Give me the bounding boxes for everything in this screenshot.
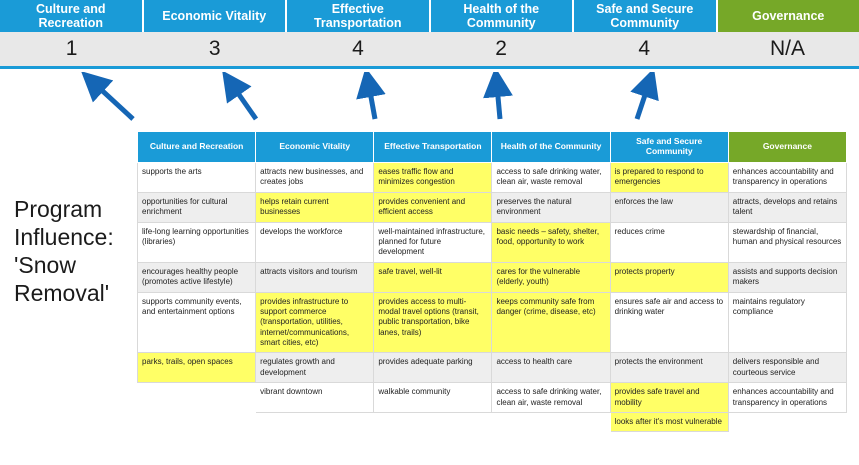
matrix-cell: vibrant downtown [256, 383, 374, 413]
arrow-icon [497, 86, 500, 119]
matrix-cell: attracts new businesses, and creates jobs [256, 163, 374, 193]
matrix-cell: provides convenient and efficient access [374, 192, 492, 222]
matrix-cell: preserves the natural environment [492, 192, 610, 222]
summary-band [0, 0, 859, 69]
matrix-cell: reduces crime [610, 222, 728, 262]
matrix-cell: looks after it's most vulnerable [610, 413, 728, 432]
matrix-cell [492, 413, 610, 432]
matrix-cell: access to health care [492, 353, 610, 383]
matrix-header-governance: Governance [728, 132, 846, 163]
summary-header-culture-and-recreation [0, 0, 144, 32]
matrix-cell: is prepared to respond to emergencies [610, 163, 728, 193]
matrix-cell: access to safe drinking water, clean air, waste removal [492, 383, 610, 413]
matrix-cell [374, 413, 492, 432]
matrix-cell: eases traffic flow and minimizes congestion [374, 163, 492, 193]
matrix-cell: keeps community safe from danger (crime, disease, etc) [492, 292, 610, 353]
score-safe-and-secure-community: 4 [638, 37, 651, 60]
matrix-cell [728, 413, 846, 432]
summary-header-health-of-the-community [431, 0, 575, 32]
summary-header-label: Economic Vitality [162, 8, 267, 23]
score-culture-and-recreation: 1 [65, 37, 78, 60]
matrix-cell: stewardship of financial, human and physical resources [728, 222, 846, 262]
score-health-of-the-community: 2 [495, 37, 507, 60]
arrow-icon [95, 84, 133, 119]
matrix-cell: provides access to multi-modal travel options (transit, public transportation, bike lanes, trails) [374, 292, 492, 353]
matrix-cell: protects the environment [610, 353, 728, 383]
matrix-header-culture-and-recreation: Culture and Recreation [138, 132, 256, 163]
summary-header-label: Health of the Community [463, 1, 540, 30]
matrix-cell: delivers responsible and courteous service [728, 353, 846, 383]
table-row [138, 163, 847, 193]
matrix-cell: ensures safe air and access to drinking water [610, 292, 728, 353]
matrix-cell: enhances accountability and transparency in operations [728, 383, 846, 413]
summary-band-underline [0, 66, 859, 69]
arrow-icon [637, 86, 648, 119]
arrow-group [0, 72, 859, 132]
table-row [138, 192, 847, 222]
matrix-cell: helps retain current businesses [256, 192, 374, 222]
matrix-cell: well-maintained infrastructure, planned for future development [374, 222, 492, 262]
matrix-cell: protects property [610, 262, 728, 292]
table-row [138, 353, 847, 383]
matrix-cell: maintains regulatory compliance [728, 292, 846, 353]
summary-header-safe-and-secure-community [574, 0, 718, 32]
matrix-header-effective-transportation: Effective Transportation [374, 132, 492, 163]
summary-header-label: Culture and Recreation [36, 1, 106, 30]
matrix-cell: walkable community [374, 383, 492, 413]
page-title: Program Influence: 'Snow Removal' [14, 196, 114, 307]
matrix-header-safe-and-secure-community: Safe and Secure Community [610, 132, 728, 163]
matrix-cell: attracts, develops and retains talent [728, 192, 846, 222]
influence-matrix [137, 131, 847, 432]
matrix-cell: provides safe travel and mobility [610, 383, 728, 413]
matrix-cell: safe travel, well-lit [374, 262, 492, 292]
matrix-header-economic-vitality: Economic Vitality [256, 132, 374, 163]
matrix-cell: regulates growth and development [256, 353, 374, 383]
summary-score-row [0, 32, 859, 66]
matrix-cell: basic needs – safety, shelter, food, opportunity to work [492, 222, 610, 262]
summary-header-effective-transportation [287, 0, 431, 32]
matrix-cell [138, 413, 256, 432]
matrix-body [138, 163, 847, 432]
table-row [138, 383, 847, 413]
arrow-icon [233, 86, 256, 119]
matrix-cell: develops the workforce [256, 222, 374, 262]
table-row [138, 413, 847, 432]
score-governance: N/A [769, 37, 805, 60]
table-row [138, 222, 847, 262]
summary-header-economic-vitality [144, 0, 288, 32]
table-row [138, 262, 847, 292]
matrix-cell: provides adequate parking [374, 353, 492, 383]
matrix-cell: enforces the law [610, 192, 728, 222]
matrix-cell: supports community events, and entertainment options [138, 292, 256, 353]
table-row [138, 292, 847, 353]
summary-header-label: Safe and Secure Community [596, 1, 694, 30]
matrix-cell [138, 383, 256, 413]
matrix-cell: assists and supports decision makers [728, 262, 846, 292]
matrix-cell: supports the arts [138, 163, 256, 193]
matrix-cell [256, 413, 374, 432]
matrix-cell: encourages healthy people (promotes active lifestyle) [138, 262, 256, 292]
matrix-cell: opportunities for cultural enrichment [138, 192, 256, 222]
matrix-cell: provides infrastructure to support commerce (transportation, utilities, internet/communications, smart cities, etc) [256, 292, 374, 353]
matrix-cell: access to safe drinking water, clean air, waste removal [492, 163, 610, 193]
arrow-icon [369, 86, 375, 119]
matrix-header-row [138, 132, 847, 163]
score-economic-vitality: 3 [208, 37, 221, 60]
summary-header-governance [718, 0, 859, 32]
matrix-cell: enhances accountability and transparency in operations [728, 163, 846, 193]
matrix-cell: parks, trails, open spaces [138, 353, 256, 383]
matrix-cell: life-long learning opportunities (libraries) [138, 222, 256, 262]
score-effective-transportation: 4 [352, 37, 364, 60]
summary-header-label: Effective Transportation [313, 1, 402, 30]
summary-header-row [0, 0, 859, 32]
matrix-header-health-of-the-community: Health of the Community [492, 132, 610, 163]
matrix-cell: cares for the vulnerable (elderly, youth) [492, 262, 610, 292]
summary-header-label: Governance [752, 8, 825, 23]
matrix-cell: attracts visitors and tourism [256, 262, 374, 292]
